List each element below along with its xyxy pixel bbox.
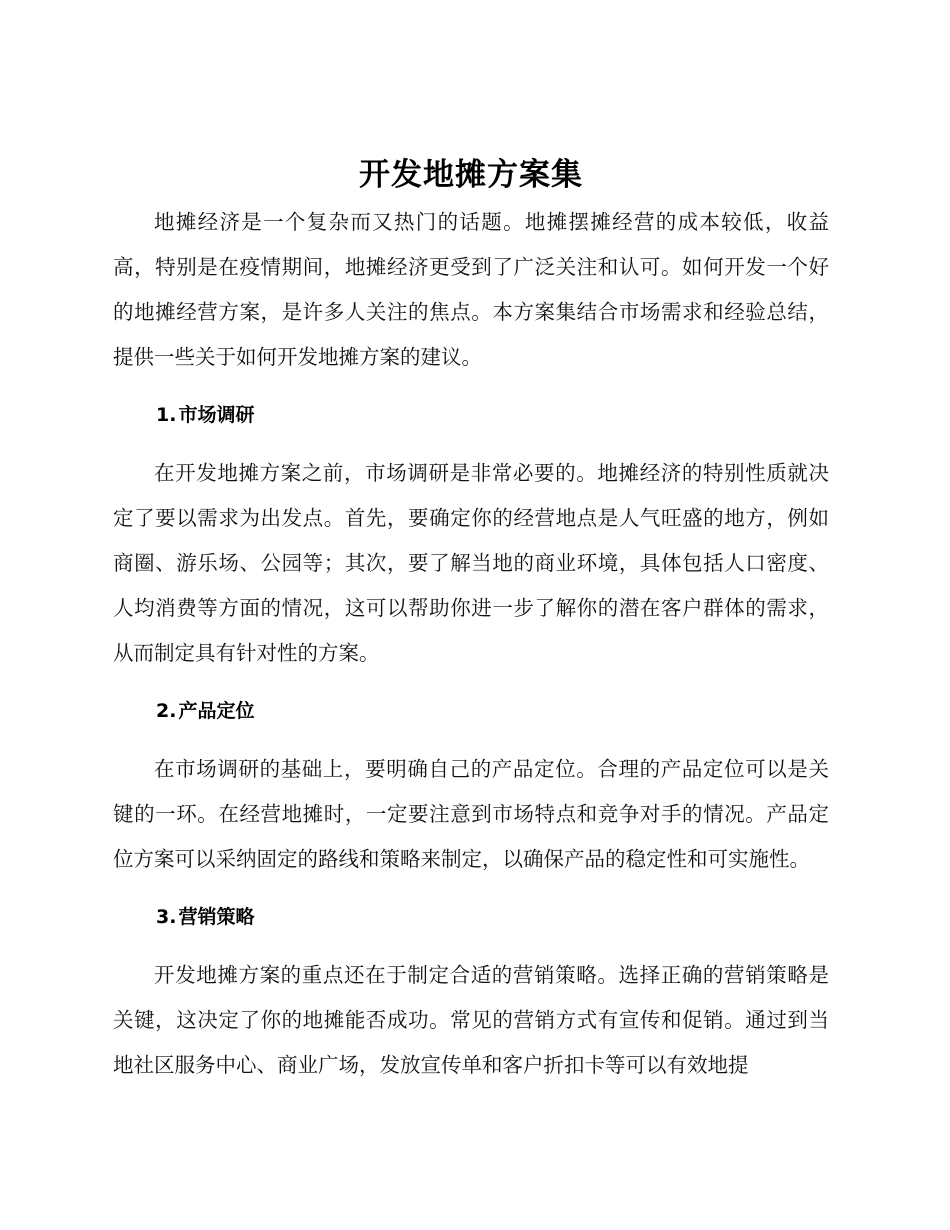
- document-content: [113, 150, 829, 1088]
- section-body-product-positioning: 在市场调研的基础上，要明确自己的产品定位。合理的产品定位可以是关键的一环。在经营地摊时，一定要注意到市场特点和竞争对手的情况。产品定位方案可以采纳固定的路线和策略来制定，以确保产品的稳定性和可实施性。: [113, 757, 829, 871]
- section-heading-text: 市场调研: [178, 404, 255, 426]
- section-heading-product-positioning: [113, 689, 829, 734]
- section-heading-text: 产品定位: [178, 700, 255, 722]
- section-heading-marketing-strategy: [113, 895, 829, 940]
- document-title: 开发地摊方案集: [359, 157, 583, 193]
- section-number: 3.: [156, 906, 177, 928]
- section-number: 2.: [156, 700, 177, 722]
- section-heading-market-research: [113, 393, 829, 438]
- section-body-marketing-strategy: 开发地摊方案的重点还在于制定合适的营销策略。选择正确的营销策略是关键，这决定了你的地摊能否成功。常见的营销方式有宣传和促销。通过到当地社区服务中心、商业广场，发放宣传单和客户折扣卡等可以有效地提: [113, 963, 829, 1077]
- section-heading-text: 营销策略: [178, 906, 255, 928]
- intro-paragraph: 地摊经济是一个复杂而又热门的话题。地摊摆摊经营的成本较低，收益高，特别是在疫情期间，地摊经济更受到了广泛关注和认可。如何开发一个好的地摊经营方案，是许多人关注的焦点。本方案集结合市场需求和经验总结，提供一些关于如何开发地摊方案的建议。: [113, 210, 829, 369]
- section-body-market-research: 在开发地摊方案之前，市场调研是非常必要的。地摊经济的特别性质就决定了要以需求为出发点。首先，要确定你的经营地点是人气旺盛的地方，例如商圈、游乐场、公园等；其次，要了解当地的商业环境，具体包括人口密度、人均消费等方面的情况，这可以帮助你进一步了解你的潜在客户群体的需求，从而制定具有针对性的方案。: [113, 461, 829, 665]
- section-number: 1.: [156, 404, 177, 426]
